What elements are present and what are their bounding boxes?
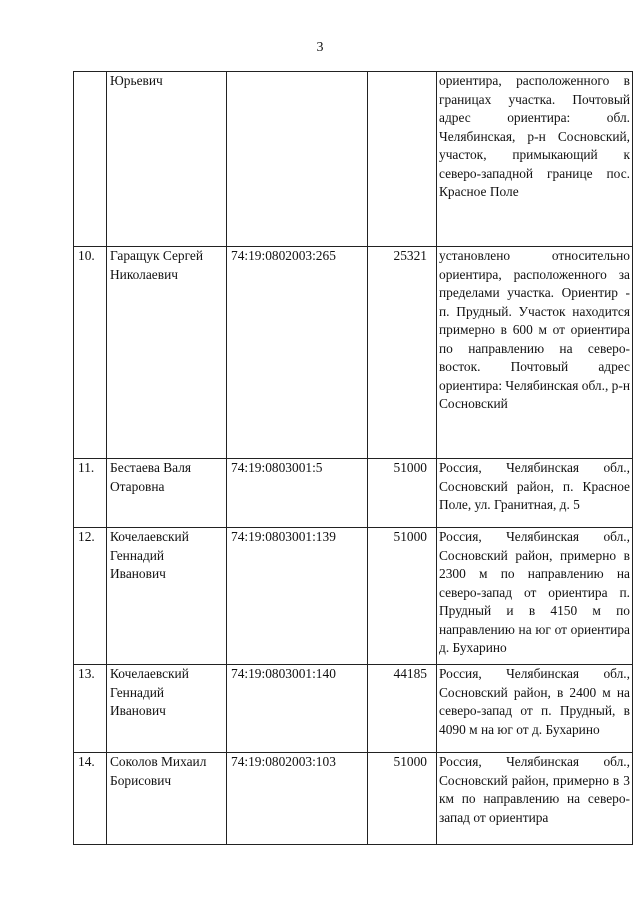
- row-number: [74, 72, 107, 247]
- cadastral-number: 74:19:0803001:5: [227, 459, 368, 528]
- plot-area: 51000: [368, 753, 437, 845]
- plot-area: 51000: [368, 459, 437, 528]
- cadastral-number: 74:19:0802003:103: [227, 753, 368, 845]
- cadastral-number: 74:19:0803001:139: [227, 528, 368, 665]
- cadastral-number: 74:19:0803001:140: [227, 665, 368, 753]
- owner-name: Юрьевич: [107, 72, 227, 247]
- cadastral-number: [227, 72, 368, 247]
- page-number: 3: [316, 40, 324, 55]
- table-row: [74, 247, 633, 459]
- plot-area: 44185: [368, 665, 437, 753]
- plot-address: Россия, Челябинская обл., Сосновский район, примерно в 3 км по направлению на северо-запад от ориентира: [437, 753, 633, 845]
- plot-area: [368, 72, 437, 247]
- table-row: [74, 459, 633, 528]
- owner-name: Бестаева Валя Отаровна: [107, 459, 227, 528]
- plot-area: 25321: [368, 247, 437, 459]
- row-number: 10.: [74, 247, 107, 459]
- land-plots-table: [73, 71, 633, 845]
- table-row: [74, 665, 633, 753]
- row-number: 13.: [74, 665, 107, 753]
- row-number: 14.: [74, 753, 107, 845]
- table-row: [74, 72, 633, 247]
- plot-area: 51000: [368, 528, 437, 665]
- owner-name: Кочелаевский Геннадий Иванович: [107, 528, 227, 665]
- row-number: 12.: [74, 528, 107, 665]
- plot-address: Россия, Челябинская обл., Сосновский район, п. Красное Поле, ул. Гранитная, д. 5: [437, 459, 633, 528]
- table-row: [74, 528, 633, 665]
- owner-name: Кочелаевский Геннадий Иванович: [107, 665, 227, 753]
- cadastral-number: 74:19:0802003:265: [227, 247, 368, 459]
- plot-address: Россия, Челябинская обл., Сосновский район, примерно в 2300 м по направлению на северо-запад от ориентира п. Прудный и в 4150 м по направлению на юг от ориентира д. Бухарино: [437, 528, 633, 665]
- plot-address: ориентира, расположенного в границах участка. Почтовый адрес ориентира: обл. Челябинская, р-н Сосновский, участок, примыкающий к северо-западной границе пос. Красное Поле: [437, 72, 633, 247]
- plot-address: установлено относительно ориентира, расположенного за пределами участка. Ориентир - п. Прудный. Участок находится примерно в 600 м от ориентира по направлению на северо-восток. Почтовый адрес ориентира: Челябинская обл., р-н Сосновский: [437, 247, 633, 459]
- row-number: 11.: [74, 459, 107, 528]
- table-row: [74, 753, 633, 845]
- owner-name: Соколов Михаил Борисович: [107, 753, 227, 845]
- owner-name: Гаращук Сергей Николаевич: [107, 247, 227, 459]
- plot-address: Россия, Челябинская обл., Сосновский район, в 2400 м на северо-запад от п. Прудный, в 4090 м на юг от д. Бухарино: [437, 665, 633, 753]
